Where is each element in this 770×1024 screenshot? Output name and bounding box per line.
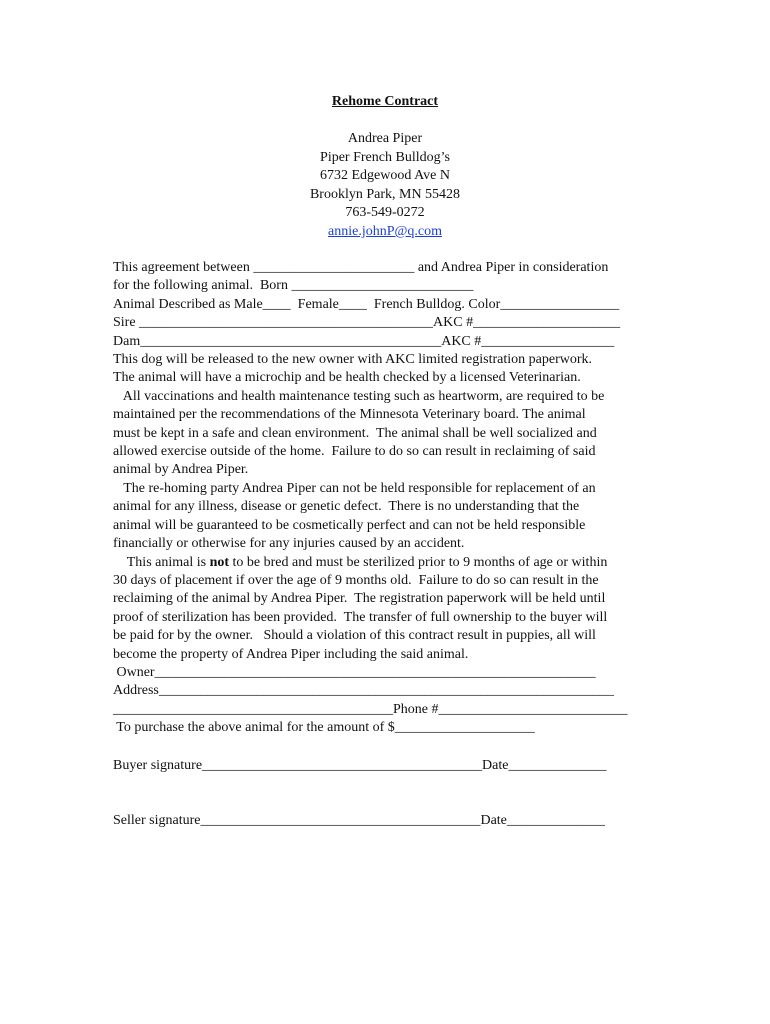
- contact-header: [0, 130, 770, 242]
- header-name: Andrea Piper: [347, 131, 423, 146]
- address-field[interactable]: Address_________________________________________________________________: [113, 683, 614, 699]
- buyer-signature-field[interactable]: Buyer signature________________________________________Date______________: [113, 758, 607, 773]
- sterilization-line: This animal is not to be bred and must be sterilized prior to 9 months of age or within: [113, 554, 608, 570]
- body-line: 30 days of placement if over the age of 9 months old. Failure to do so can result in the: [113, 572, 599, 588]
- body-line: The animal will have a microchip and be health checked by a licensed Veterinarian.: [113, 370, 581, 386]
- body-line: The re-homing party Andrea Piper can not be held responsible for replacement of an: [113, 480, 596, 496]
- body-line: for the following animal. Born __________________________: [113, 278, 474, 294]
- body-line: reclaiming of the animal by Andrea Piper. The registration paperwork will be held until: [113, 591, 606, 607]
- body-line: must be kept in a safe and clean environment. The animal shall be well socialized and: [113, 425, 597, 441]
- body-line: be paid for by the owner. Should a violation of this contract result in puppies, all will: [113, 628, 596, 644]
- body-line: animal will be guaranteed to be cosmetically perfect and can not be held responsible: [113, 517, 586, 533]
- seller-signature-field[interactable]: Seller signature________________________________________Date______________: [113, 813, 605, 828]
- body-line: financially or otherwise for any injuries caused by an accident.: [113, 536, 465, 552]
- body-line: animal by Andrea Piper.: [113, 462, 249, 478]
- header-address-street: 6732 Edgewood Ave N: [320, 168, 450, 184]
- body-line: Sire __________________________________________AKC #_____________________: [113, 315, 621, 331]
- header-phone: 763-549-0272: [345, 205, 425, 221]
- body-line: All vaccinations and health maintenance testing such as heartworm, are required to be: [113, 388, 605, 404]
- purchase-amount-field[interactable]: To purchase the above animal for the amount of $____________________: [113, 720, 535, 736]
- header-business: Piper French Bulldog’s: [320, 149, 450, 165]
- header-address-city: Brooklyn Park, MN 55428: [309, 186, 461, 202]
- body-line: This dog will be released to the new owner with AKC limited registration paperwork.: [113, 352, 593, 368]
- header-email-link[interactable]: annie.johnP@q.com: [328, 223, 442, 239]
- body-line: allowed exercise outside of the home. Failure to do so can result in reclaiming of said: [113, 444, 596, 460]
- owner-field[interactable]: Owner_______________________________________________________________: [113, 664, 596, 680]
- body-line: animal for any illness, disease or genetic defect. There is no understanding that the: [113, 499, 580, 515]
- body-line: proof of sterilization has been provided. The transfer of full ownership to the buyer will: [113, 609, 608, 625]
- body-line: maintained per the recommendations of the Minnesota Veterinary board. The animal: [113, 407, 586, 423]
- contract-body: [113, 259, 658, 738]
- body-line: Animal Described as Male____ Female____ French Bulldog. Color_________________: [113, 296, 620, 312]
- page-title: Rehome Contract: [331, 94, 439, 109]
- emphasis-not: not: [209, 554, 230, 570]
- phone-field[interactable]: ________________________________________Phone #___________________________: [113, 701, 628, 717]
- body-line: become the property of Andrea Piper including the said animal.: [113, 646, 469, 662]
- body-line: This agreement between _______________________ and Andrea Piper in consideration: [113, 260, 609, 275]
- body-line: Dam___________________________________________AKC #___________________: [113, 333, 615, 349]
